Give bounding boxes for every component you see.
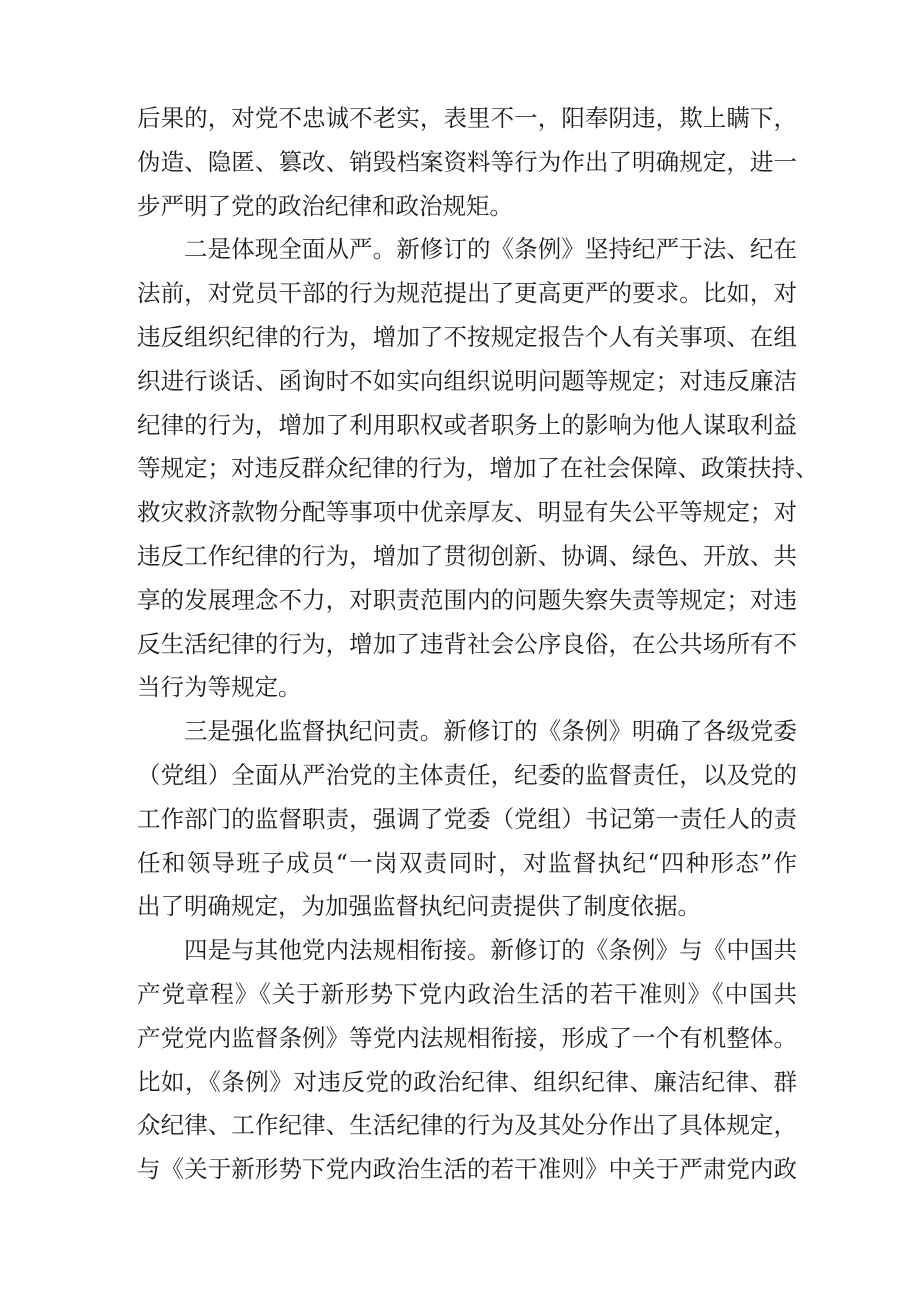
text-line: 织进行谈话、函询时不如实向组织说明问题等规定；对违反廉洁 xyxy=(137,366,797,395)
text-line: 违反工作纪律的行为，增加了贯彻创新、协调、绿色、开放、共 xyxy=(137,542,797,570)
paragraph-start-line: 四是与其他党内法规相衔接。新修订的《条例》与《中国共 xyxy=(184,936,797,965)
text-line: 当行为等规定。 xyxy=(137,673,302,702)
text-line: 出了明确规定，为加强监督执纪问责提供了制度依据。 xyxy=(137,892,701,921)
text-line: 享的发展理念不力，对职责范围内的问题失察失责等规定；对违 xyxy=(137,585,797,614)
text-line: 产党党内监督条例》等党内法规相衔接，形成了一个有机整体。 xyxy=(137,1023,797,1052)
text-line: （党组）全面从严治党的主体责任，纪委的监督责任，以及党的 xyxy=(137,761,797,789)
paragraph-start-line: 三是强化监督执纪问责。新修订的《条例》明确了各级党委 xyxy=(184,717,797,746)
text-line: 救灾救济款物分配等事项中优亲厚友、明显有失公平等规定；对 xyxy=(137,498,797,527)
text-line: 等规定；对违反群众纪律的行为，增加了在社会保障、政策扶持、 xyxy=(137,454,819,483)
text-line: 后果的，对党不忠诚不老实，表里不一，阳奉阴违，欺上瞒下， xyxy=(137,104,797,132)
text-line: 违反组织纪律的行为，增加了不按规定报告个人有关事项、在组 xyxy=(137,323,797,351)
text-line: 众纪律、工作纪律、生活纪律的行为及其处分作出了具体规定， xyxy=(137,1111,797,1140)
text-line: 任和领导班子成员“一岗双责同时，对监督执纪“四种形态”作 xyxy=(137,848,797,877)
paragraph-start-line: 二是体现全面从严。新修订的《条例》坚持纪严于法、纪在 xyxy=(184,235,797,264)
text-line: 与《关于新形势下党内政治生活的若干准则》中关于严肃党内政 xyxy=(137,1155,797,1184)
text-line: 法前，对党员干部的行为规范提出了更高更严的要求。比如，对 xyxy=(137,279,797,308)
text-line: 工作部门的监督职责，强调了党委（党组）书记第一责任人的责 xyxy=(137,804,797,833)
text-line: 纪律的行为，增加了利用职权或者职务上的影响为他人谋取利益 xyxy=(137,410,797,439)
text-line: 步严明了党的政治纪律和政治规矩。 xyxy=(137,191,513,220)
text-line: 伪造、隐匿、篡改、销毁档案资料等行为作出了明确规定，进一 xyxy=(137,147,797,176)
text-line: 反生活纪律的行为，增加了违背社会公序良俗，在公共场所有不 xyxy=(137,629,797,658)
text-line: 产党章程》《关于新形势下党内政治生活的若干准则》《中国共 xyxy=(137,980,797,1008)
text-line: 比如，《条例》对违反党的政治纪律、组织纪律、廉洁纪律、群 xyxy=(137,1067,797,1096)
